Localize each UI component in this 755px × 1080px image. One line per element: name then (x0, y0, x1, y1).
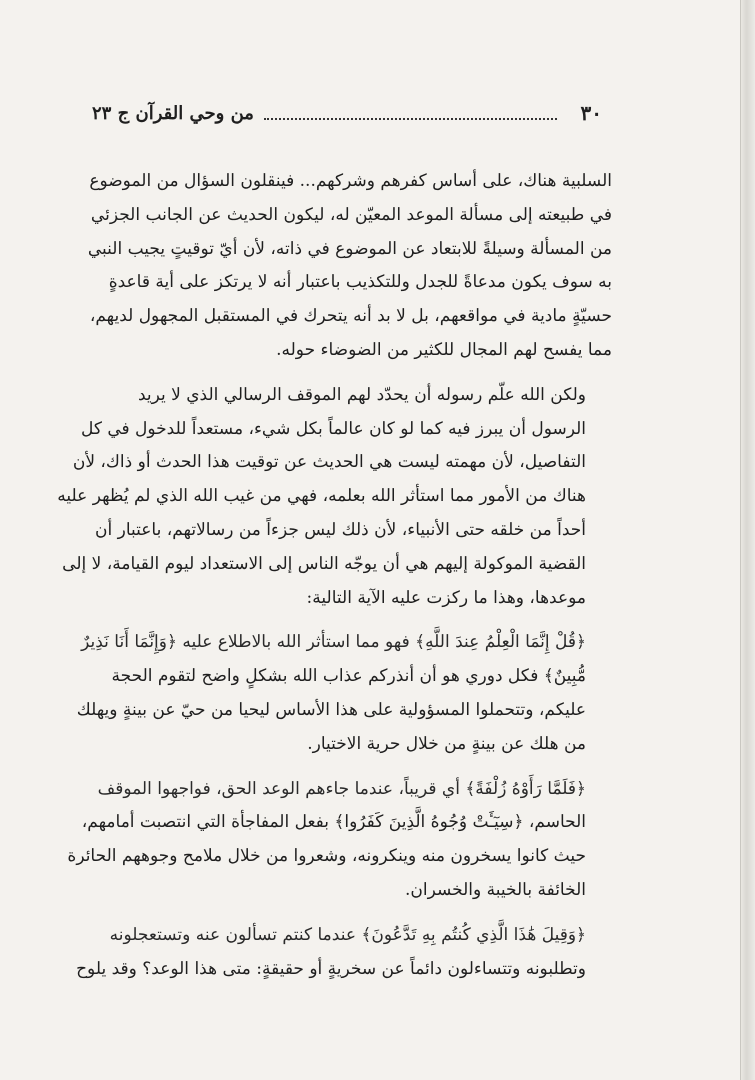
paragraph (44, 379, 612, 616)
paragraph (44, 626, 612, 761)
paragraph (44, 165, 612, 368)
paragraph (44, 919, 612, 987)
text-line: الحاسم، ﴿سِيٓـَٔتْ وُجُوهُ الَّذِينَ كَفَرُوا﴾ بفعل المفاجأة التي انتصبت أمامهم، (81, 812, 586, 833)
text-line: في طبيعته إلى مسألة الموعد المعيّن له، ليكون الحديث عن الجانب الجزئي (90, 204, 612, 225)
text-line: أحداً من خلقه حتى الأنبياء، لأن ذلك ليس جزءاً من رسالاتهم، باعتبار أن (95, 519, 586, 540)
page-number: ٣٠ (580, 101, 602, 125)
text-line: من المسألة وسيلةً للابتعاد عن الموضوع في ذاته، لأن أيّ توقيتٍ يجيب النبي (87, 238, 612, 259)
text-line: ﴿وَقِيلَ هَٰذَا الَّذِي كُنتُم بِهِ تَدَّعُونَ﴾ عندما كنتم تسألون عنه وتستعجلونه (109, 924, 586, 945)
text-line: مما يفسح لهم المجال للكثير من الضوضاء حوله. (276, 339, 612, 360)
text-line: وتطلبونه وتتساءلون دائماً عن سخريةٍ أو حقيقةٍ: متى هذا الوعد؟ وقد يلوح (76, 958, 586, 979)
text-line: مُّبِينٌ﴾ فكل دوري هو أن أنذركم عذاب الله بشكلٍ واضح لتقوم الحجة (111, 666, 586, 687)
text-line: السلبية هناك، على أساس كفرهم وشركهم... فينقلون السؤال من الموضوع (89, 171, 612, 191)
paragraph (44, 773, 612, 908)
text-line: حيث كانوا يسخرون منه وينكرونه، وشعروا من خلال ملامح وجوههم الحائرة (67, 846, 586, 867)
body-text (44, 165, 612, 997)
text-line: موعدها، وهذا ما ركزت عليه الآية التالية: (306, 587, 586, 608)
text-line: عليكم، وتتحملوا المسؤولية على هذا الأساس ليحيا من حيّ عن بينةٍ ويهلك (76, 699, 586, 720)
text-line: ﴿قُلْ إِنَّمَا الْعِلْمُ عِندَ اللَّهِ﴾ فهو مما استأثر الله بالاطلاع عليه ﴿وَإِنَّمَا أَنَا نَذِيرٌ (81, 632, 586, 653)
text-line: الرسول أن يبرز فيه كما لو كان عالماً بكل شيء، مستعداً للدخول في كل (80, 418, 586, 439)
text-line: من هلك عن بينةٍ من خلال حرية الاختيار. (307, 733, 586, 754)
running-title: من وحي القرآن ج ٢٣ (92, 102, 254, 124)
text-line: الخائفة بالخيبة والخسران. (405, 879, 586, 900)
text-line: حسيّةٍ مادية في مواقعهم، بل لا بد أنه يتحرك في المستقبل المجهول لديهم، (89, 306, 612, 327)
text-line: التفاصيل، لأن مهمته ليست هي الحديث عن توقيت هذا الحدث أو ذاك، لأن (72, 452, 586, 473)
text-line: ولكن الله علّم رسوله أن يحدّد لهم الموقف الرسالي الذي لا يريد (137, 384, 586, 405)
text-line: القضية الموكولة إليهم هي أن يوجّه الناس إلى الاستعداد ليوم القيامة، لا إلى (62, 553, 586, 574)
text-line: به سوف يكون مدعاةً للجدل وللتكذيب باعتبار أنه لا يرتكز على أية قاعدةٍ (108, 272, 612, 293)
dotted-leader (264, 118, 557, 120)
page-header (92, 93, 602, 133)
text-line: ﴿فَلَمَّا رَأَوْهُ زُلْفَةً﴾ أي قريباً، عندما جاءهم الوعد الحق، فواجهوا الموقف (97, 778, 586, 799)
text-line: هناك من الأمور مما استأثر الله بعلمه، فهي من غيب الله الذي لم يُظهر عليه (57, 486, 586, 507)
page-edge (740, 0, 755, 1080)
